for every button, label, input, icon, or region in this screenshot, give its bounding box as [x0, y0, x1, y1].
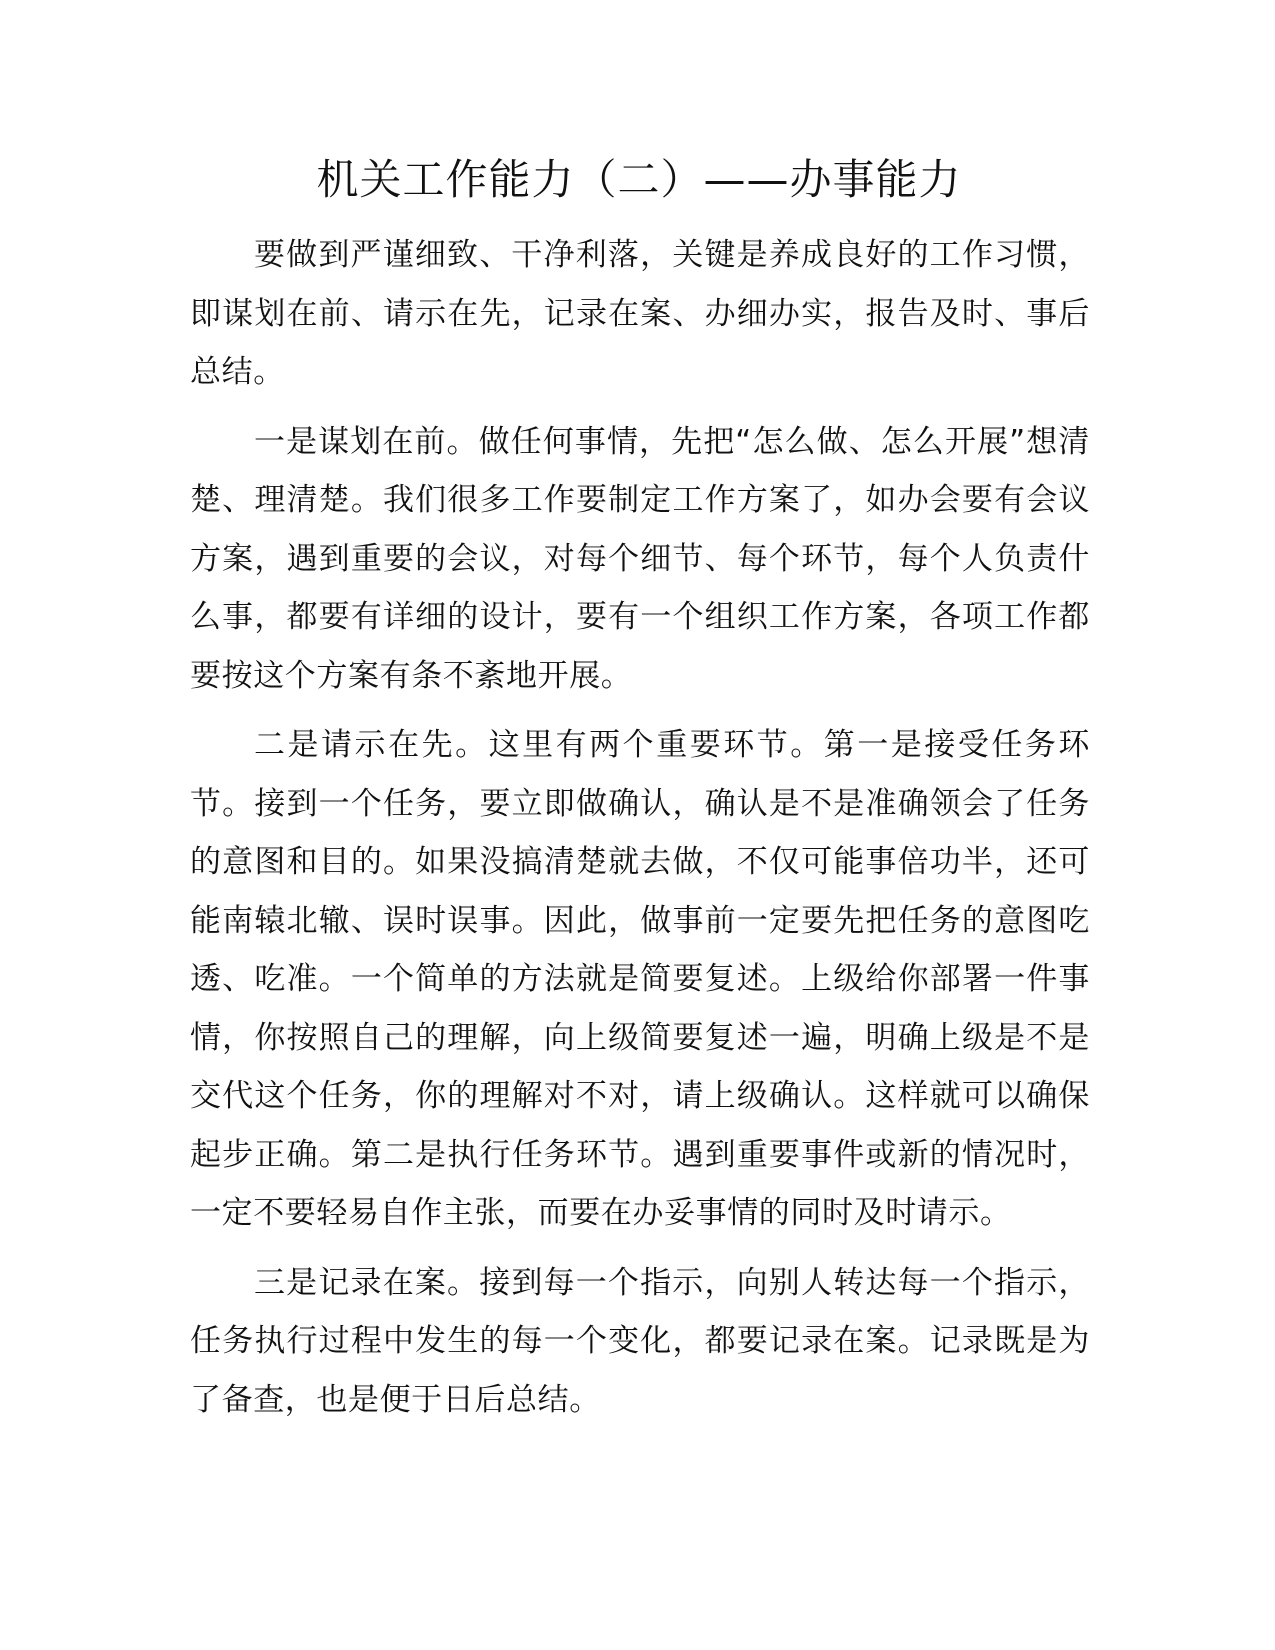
- paragraph-record: 三是记录在案。接到每一个指示，向别人转达每一个指示，任务执行过程中发生的每一个变化，都要记录在案。记录既是为了备查，也是便于日后总结。: [190, 1264, 1090, 1418]
- paragraph-intro: 要做到严谨细致、干净利落，关键是养成良好的工作习惯，即谋划在前、请示在先，记录在案、办细办实，报告及时、事后总结。: [190, 237, 1090, 390]
- paragraph-request: 二是请示在先。这里有两个重要环节。第一是接受任务环节。接到一个任务，要立即做确认，确认是不是准确领会了任务的意图和目的。如果没搞清楚就去做，不仅可能事倍功半，还可能南辕北辙、误时误事。因此，做事前一定要先把任务的意图吃透、吃准。一个简单的方法就是简要复述。上级给你部署一件事情，你按照自己的理解，向上级简要复述一遍，明确上级是不是交代这个任务，你的理解对不对，请上级确认。这样就可以确保起步正确。第二是执行任务环节。遇到重要事件或新的情况时，一定不要轻易自作主张，而要在办妥事情的同时及时请示。: [190, 727, 1090, 1231]
- document-body: [190, 226, 1090, 1440]
- paragraph-planning: 一是谋划在前。做任何事情，先把“怎么做、怎么开展”想清楚、理清楚。我们很多工作要制定工作方案了，如办会要有会议方案，遇到重要的会议，对每个细节、每个环节，每个人负责什么事，都要有详细的设计，要有一个组织工作方案，各项工作都要按这个方案有条不紊地开展。: [190, 423, 1090, 694]
- document-title: 机关工作能力（二）——办事能力: [316, 155, 962, 204]
